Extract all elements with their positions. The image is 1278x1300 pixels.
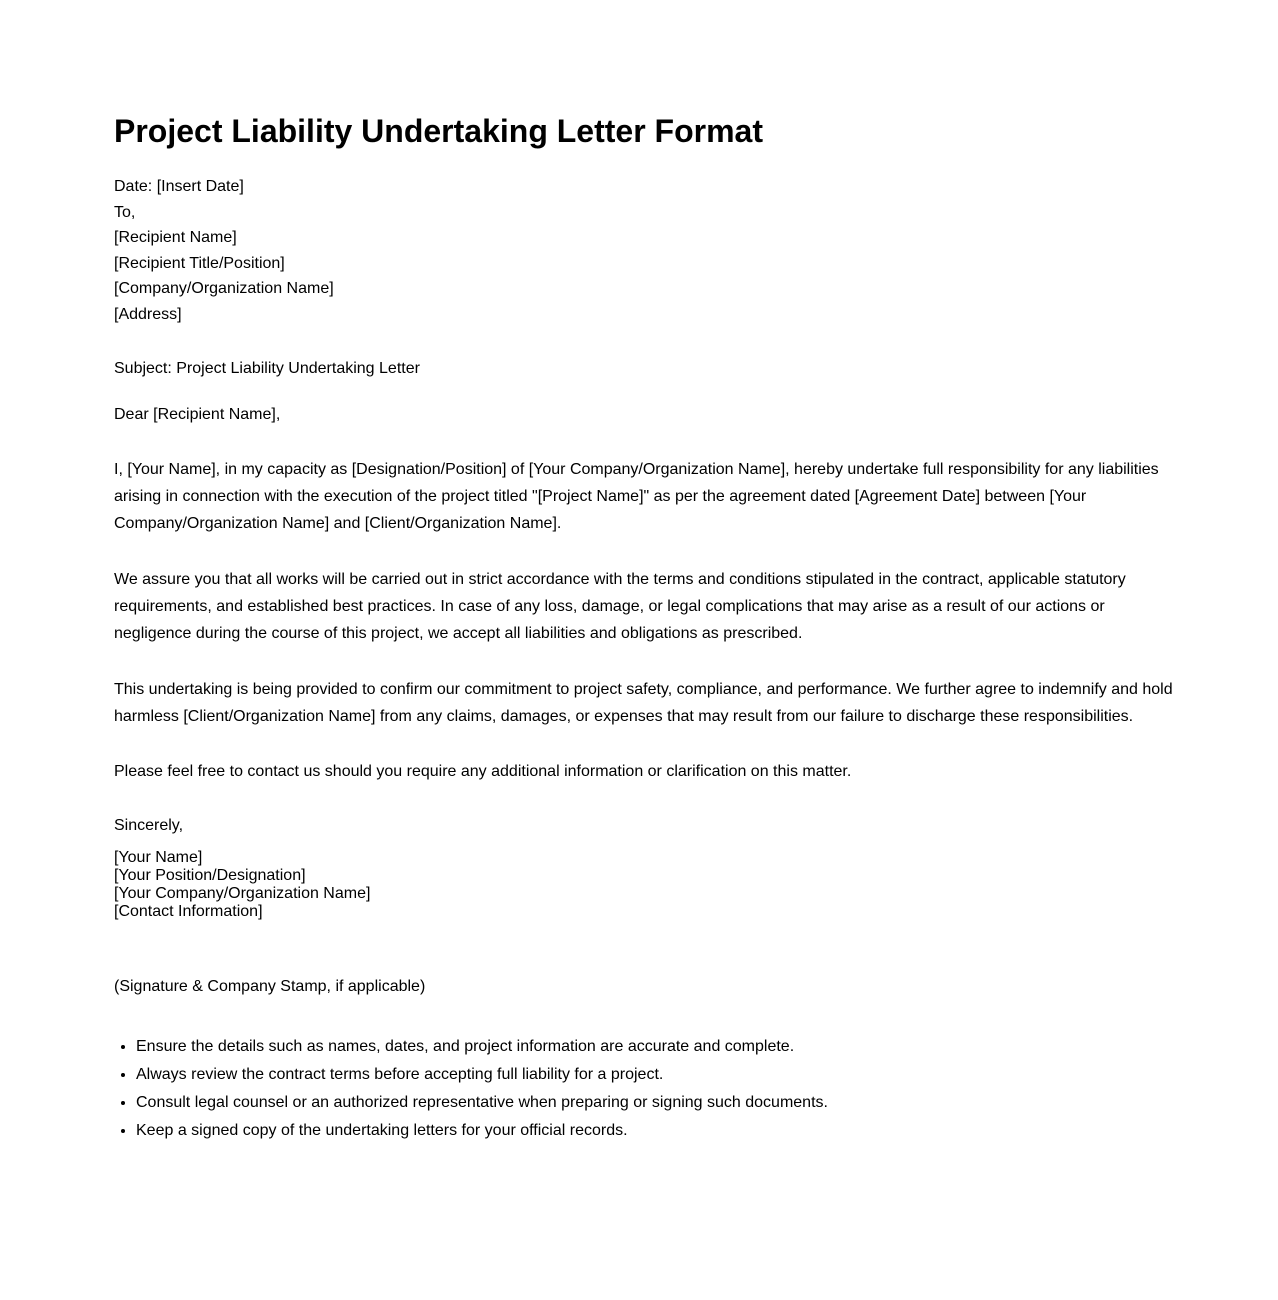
subject-line: Subject: Project Liability Undertaking Letter bbox=[114, 359, 420, 377]
signature-block bbox=[114, 849, 1174, 921]
body-paragraph-contact: Please feel free to contact us should you require any additional information or clarification on this matter. bbox=[114, 763, 852, 781]
body-paragraph-assurance: We assure you that all works will be carried out in strict accordance with the terms and conditions stipulated in the contract, applicable statutory requirements, and established best practices. In case of any loss, damage, or legal complications that may arise as a result of our actions or negligence during the course of this project, we accept all liabilities and obligations as prescribed. bbox=[114, 570, 1126, 643]
salutation: Dear [Recipient Name], bbox=[114, 406, 281, 424]
sender-company: [Your Company/Organization Name] bbox=[114, 885, 371, 903]
body-paragraph-commitment: This undertaking is being provided to confirm our commitment to project safety, compliance, and performance. We further agree to indemnify and hold harmless [Client/Organization Name] from any claims, damages, or expenses that may result from our failure to discharge these responsibilities. bbox=[114, 680, 1173, 725]
letter-date: Date: [Insert Date] bbox=[114, 178, 244, 195]
to-line: To, bbox=[114, 203, 136, 221]
recipient-name: [Recipient Name] bbox=[114, 229, 237, 247]
recipient-address: [Address] bbox=[114, 305, 182, 323]
tips-list bbox=[114, 1033, 1174, 1145]
signature-stamp-note: (Signature & Company Stamp, if applicable) bbox=[114, 978, 426, 996]
closing: Sincerely, bbox=[114, 817, 184, 835]
sender-contact: [Contact Information] bbox=[114, 903, 263, 921]
tip-item: • Keep a signed copy of the undertaking letters for your official records. bbox=[136, 1117, 1174, 1145]
recipient-company: [Company/Organization Name] bbox=[114, 280, 334, 298]
tip-item: • Always review the contract terms before accepting full liability for a project. bbox=[136, 1061, 1174, 1089]
recipient-title: [Recipient Title/Position] bbox=[114, 254, 285, 272]
recipient-address-block bbox=[114, 174, 1174, 328]
sender-name: [Your Name] bbox=[114, 849, 203, 867]
sender-position: [Your Position/Designation] bbox=[114, 867, 306, 885]
letter-document bbox=[114, 108, 1174, 1145]
tip-item: • Ensure the details such as names, dates, and project information are accurate and complete. bbox=[136, 1033, 1174, 1061]
tip-item: • Consult legal counsel or an authorized representative when preparing or signing such documents. bbox=[136, 1089, 1174, 1117]
page-title: Project Liability Undertaking Letter Format bbox=[114, 113, 763, 149]
body-paragraph-responsibility: I, [Your Name], in my capacity as [Designation/Position] of [Your Company/Organization Name], hereby undertake full responsibility for any liabilities arising in connection with the execution of the project titled "[Project Name]" as per the agreement dated [Agreement Date] between [Your Company/Organization Name] and [Client/Organization Name]. bbox=[114, 460, 1159, 533]
